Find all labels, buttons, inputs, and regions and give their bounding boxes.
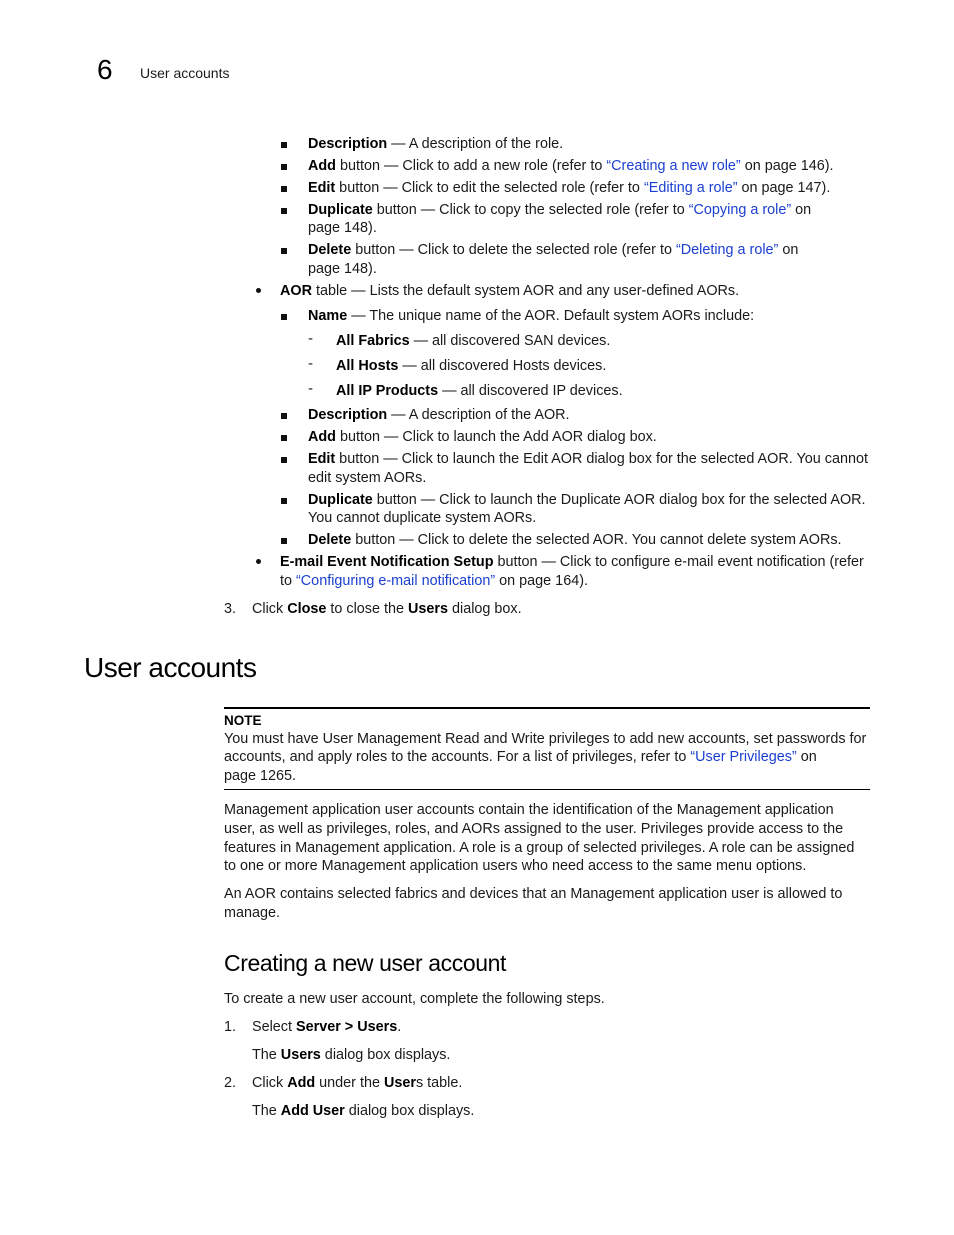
round-bullet-icon: [256, 288, 261, 293]
square-bullet-icon: [281, 435, 287, 441]
step-number: 1.: [224, 1019, 237, 1035]
square-bullet-icon: [281, 538, 287, 544]
running-header-title: User accounts: [140, 65, 230, 81]
deleting-role-link[interactable]: “Deleting a role”: [675, 242, 779, 258]
dash-bullet-icon: -: [308, 356, 314, 372]
note-text: accounts, and apply roles to the accounts. For a list of privileges, refer to “User Privileges” on: [224, 749, 817, 765]
list-item: Edit button — Click to launch the Edit AOR dialog box for the selected AOR. You cannot: [308, 451, 868, 467]
list-item-continuation: page 148).: [308, 261, 377, 277]
square-bullet-icon: [281, 142, 287, 148]
list-item-continuation: edit system AORs.: [308, 470, 427, 486]
step-text: Click Close to close the Users dialog box.: [252, 601, 522, 617]
dash-bullet-icon: -: [308, 331, 314, 347]
list-item: AOR table — Lists the default system AOR and any user-defined AORs.: [280, 283, 740, 299]
user-privileges-link[interactable]: “User Privileges”: [690, 749, 797, 765]
list-item: Edit button — Click to edit the selected role (refer to “Editing a role” on page 147).: [308, 180, 831, 196]
step-text: Select Server > Users.: [252, 1019, 402, 1035]
subsection-heading: Creating a new user account: [224, 950, 506, 976]
list-item: Duplicate button — Click to launch the Duplicate AOR dialog box for the selected AOR.: [308, 492, 866, 508]
list-item: Name — The unique name of the AOR. Default system AORs include:: [308, 308, 755, 324]
paragraph-line: features in Management application. A role is a group of selected privileges. A role can be assigned: [224, 840, 855, 856]
copying-role-link[interactable]: “Copying a role”: [688, 202, 792, 218]
list-item: All IP Products — all discovered IP devices.: [336, 383, 623, 399]
list-item: Add button — Click to add a new role (refer to “Creating a new role” on page 146).: [308, 158, 834, 174]
creating-role-link[interactable]: “Creating a new role”: [606, 158, 741, 174]
list-item-continuation: to “Configuring e-mail notification” on page 164).: [280, 573, 588, 589]
note-top-rule: [224, 707, 870, 709]
list-item: Add button — Click to launch the Add AOR dialog box.: [308, 429, 657, 445]
list-item: All Fabrics — all discovered SAN devices.: [336, 333, 611, 349]
square-bullet-icon: [281, 413, 287, 419]
list-item: Duplicate button — Click to copy the selected role (refer to “Copying a role” on: [308, 202, 812, 218]
list-item-continuation: page 148).: [308, 220, 377, 236]
note-text: You must have User Management Read and Write privileges to add new accounts, set passwords for: [224, 731, 867, 747]
square-bullet-icon: [281, 186, 287, 192]
note-text: page 1265.: [224, 768, 297, 784]
list-item: All Hosts — all discovered Hosts devices.: [336, 358, 607, 374]
paragraph-line: to one or more Management application users who need access to the same menu options.: [224, 858, 807, 874]
list-item: Description — A description of the AOR.: [308, 407, 570, 423]
list-item-continuation: You cannot duplicate system AORs.: [308, 510, 537, 526]
paragraph-line: user, as well as privileges, roles, and AORs assigned to the user. Privileges provide access to the: [224, 821, 844, 837]
step-number: 2.: [224, 1075, 237, 1091]
square-bullet-icon: [281, 498, 287, 504]
paragraph-line: Management application user accounts contain the identification of the Management application: [224, 802, 834, 818]
list-item: Description — A description of the role.: [308, 136, 564, 152]
list-item: Delete button — Click to delete the selected AOR. You cannot delete system AORs.: [308, 532, 842, 548]
round-bullet-icon: [256, 559, 261, 564]
square-bullet-icon: [281, 248, 287, 254]
editing-role-link[interactable]: “Editing a role”: [643, 180, 738, 196]
step-result: The Add User dialog box displays.: [252, 1103, 475, 1119]
square-bullet-icon: [281, 457, 287, 463]
paragraph-line: manage.: [224, 905, 281, 921]
note-label: NOTE: [224, 713, 262, 728]
square-bullet-icon: [281, 314, 287, 320]
note-bottom-rule: [224, 789, 870, 790]
list-item: Delete button — Click to delete the selected role (refer to “Deleting a role” on: [308, 242, 799, 258]
paragraph-line: An AOR contains selected fabrics and devices that an Management application user is allowed to: [224, 886, 843, 902]
step-number: 3.: [224, 601, 237, 617]
chapter-number: 6: [97, 54, 113, 85]
square-bullet-icon: [281, 164, 287, 170]
list-item: E-mail Event Notification Setup button — Click to configure e-mail event notification (refer: [280, 554, 864, 570]
step-text: Click Add under the Users table.: [252, 1075, 463, 1091]
configuring-email-link[interactable]: “Configuring e-mail notification”: [296, 573, 496, 589]
dash-bullet-icon: -: [308, 381, 314, 397]
step-result: The Users dialog box displays.: [252, 1047, 451, 1063]
square-bullet-icon: [281, 208, 287, 214]
description-label: Description: [308, 136, 388, 152]
intro-text: To create a new user account, complete the following steps.: [224, 991, 605, 1007]
section-heading: User accounts: [84, 652, 257, 683]
